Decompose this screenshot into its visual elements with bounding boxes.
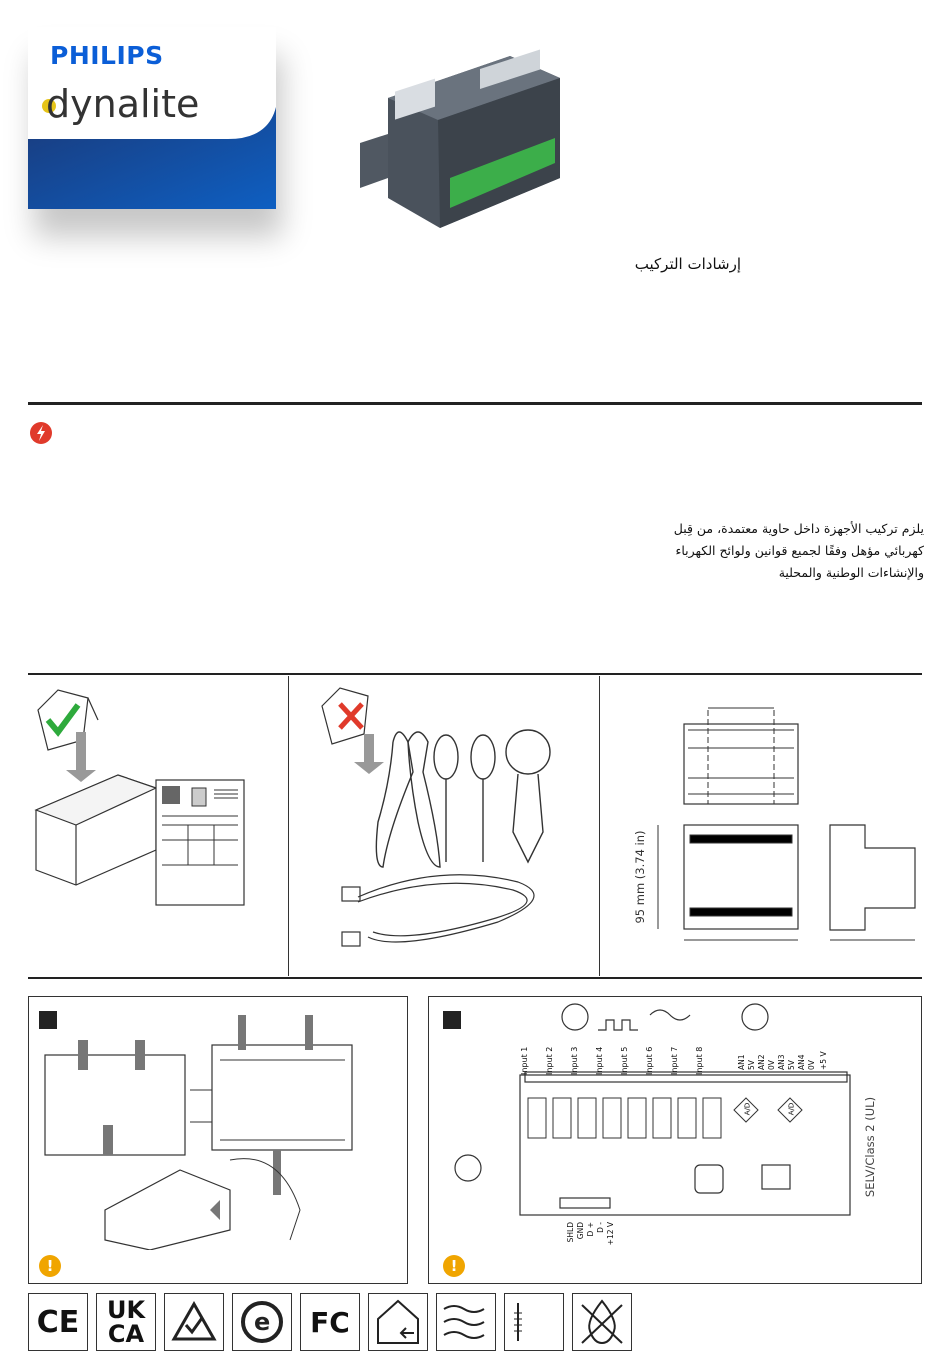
ce-mark-icon: CE [28,1293,88,1351]
input-label: Input 1 [520,1046,529,1075]
e-mark-text: e [254,1308,271,1336]
ventilation-icon [436,1293,496,1351]
no-moisture-icon [572,1293,632,1351]
philips-wordmark: PHILIPS [50,41,164,70]
input-label: Input 8 [695,1046,704,1075]
analog-label: AN4 [797,1054,806,1070]
e-mark-icon [232,1293,292,1351]
rcm-mark-icon [164,1293,224,1351]
analog-label: 0V [767,1060,776,1070]
dynalite-wordmark: dynalite [46,82,200,126]
warning-icon: ! [39,1255,61,1277]
house-icon [372,1297,424,1347]
bus-labels [566,1222,626,1262]
indoor-use-icon [368,1293,428,1351]
dimensions-drawing [630,690,920,960]
panel-separator [288,676,289,976]
safety-line: والإنشاءات الوطنية والمحلية [778,565,924,580]
analog-label: +5 V [819,1051,828,1070]
input-label: Input 3 [570,1046,579,1075]
rcm-triangle-icon [171,1301,217,1343]
input-label: Input 2 [545,1046,554,1075]
brand-logo-card [28,27,276,209]
bus-label: +12 V [606,1222,615,1246]
analog-label: AN2 [757,1054,766,1070]
input-label: Input 6 [645,1046,654,1075]
input-labels [520,1035,727,1075]
safety-line: كهربائي مؤهل وفقًا لجميع قوانين ولوائح الكهرباء [675,543,924,558]
input-label: Input 7 [670,1046,679,1075]
airflow-icon [440,1299,492,1345]
analog-label: 5V [787,1060,796,1070]
height-dimension-label: 95 mm (3.74 in) [633,830,647,924]
ukca-top: UK [106,1296,146,1324]
panel-separator [599,676,600,976]
bus-label: D + [586,1222,595,1237]
fcc-mark-icon: FC [300,1293,360,1351]
analog-label: AN1 [737,1054,746,1070]
din-rail-mounting-illustration [40,1010,402,1250]
section-divider [28,977,922,979]
e-circle-icon [239,1299,285,1345]
thermometer-icon [508,1299,560,1345]
tools-illustration [318,682,578,972]
crossed-drop-icon [576,1297,628,1347]
supply-class-label: SELV/Class 2 (UL) [863,1096,877,1198]
analog-label: 5V [747,1060,756,1070]
section-divider [28,673,922,675]
adc-label: A/D [743,1102,752,1116]
document-title: إرشادات التركيب [634,255,741,273]
bus-label: GND [576,1222,585,1240]
safety-line: يلزم تركيب الأجهزة داخل حاوية معتمدة، من قِبل [673,521,924,536]
bus-label: D - [596,1222,605,1233]
warning-icon: ! [443,1255,465,1277]
input-label: Input 4 [595,1046,604,1075]
ukca-bottom: CA [107,1320,145,1348]
analog-label: AN3 [777,1054,786,1070]
safety-notice [624,518,924,584]
analog-label: 0V [807,1060,816,1070]
analog-labels [737,1035,844,1070]
electrical-hazard-icon [30,422,52,444]
unpack-illustration [28,680,286,972]
bus-label: SHLD [566,1222,575,1243]
product-image [360,48,570,233]
adc-label: A/D [787,1102,796,1116]
section-divider [28,402,922,405]
ukca-mark-icon [96,1293,156,1351]
temperature-range-icon [504,1293,564,1351]
input-label: Input 5 [620,1046,629,1075]
